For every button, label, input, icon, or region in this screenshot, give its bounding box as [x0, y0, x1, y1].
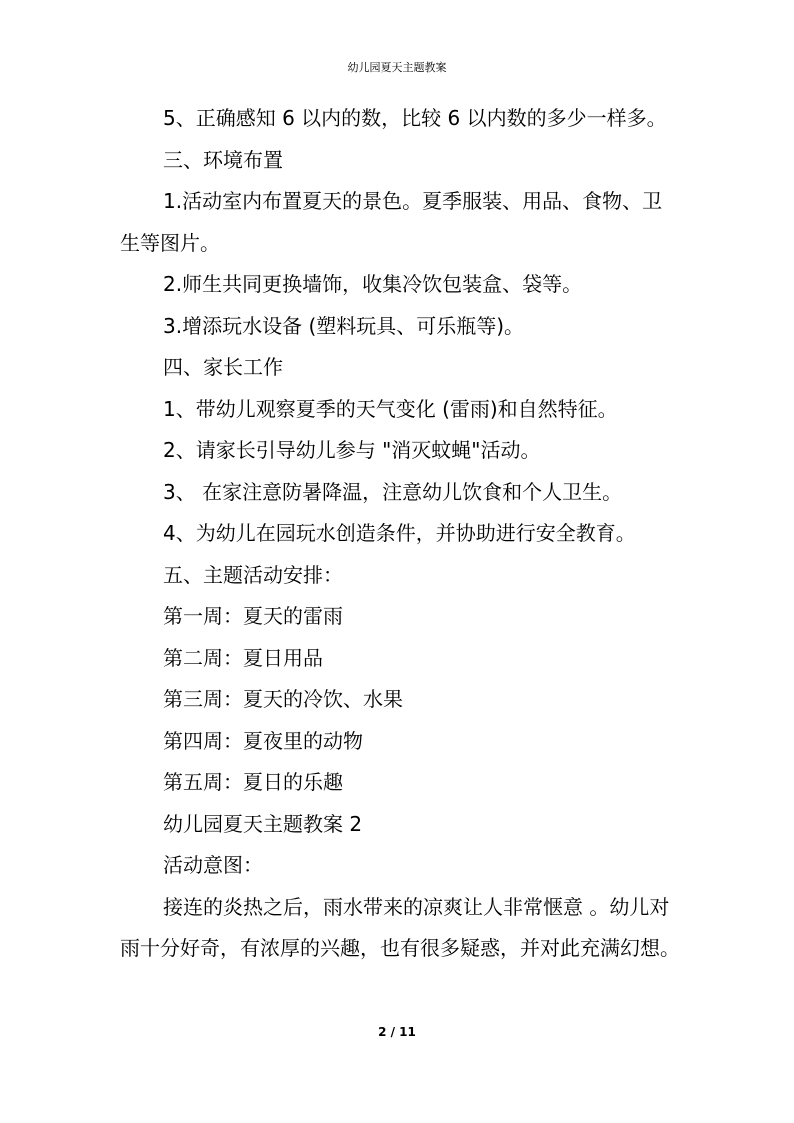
schedule-week-2: 第二周：夏日用品: [163, 645, 323, 670]
section-heading-schedule: 五、主题活动安排：: [163, 562, 343, 587]
schedule-week-1: 第一周：夏天的雷雨: [163, 604, 343, 628]
paragraph-item-5: 5、正确感知 6 以内的数，比较 6 以内数的多少一样多。: [163, 106, 667, 130]
activity-intent-paragraph: 接连的炎热之后，雨水带来的凉爽让人非常惬意 。幼儿对雨十分好奇，有浓厚的兴趣，也有很多疑惑，并对此充满幻想。: [120, 894, 680, 960]
paragraph-environment-2: 2.师生共同更换墙饰，收集冷饮包装盒、袋等。: [163, 272, 583, 296]
paragraph-environment-1: 1.活动室内布置夏天的景色。夏季服装、用品、食物、卫生等图片。: [120, 189, 663, 255]
schedule-week-4: 第四周：夏夜里的动物: [163, 728, 363, 753]
paragraph-environment-3: 3.增添玩水设备 (塑料玩具、可乐瓶等)。: [163, 313, 525, 338]
section-heading-parents: 四、家长工作: [163, 355, 283, 379]
schedule-week-3: 第三周：夏天的冷饮、水果: [163, 687, 403, 711]
page-header: 幼儿园夏天主题教案: [347, 61, 447, 74]
activity-intent-heading: 活动意图：: [163, 853, 263, 877]
paragraph-parents-1: 1、带幼儿观察夏季的天气变化 (雷雨)和自然特征。: [163, 396, 618, 421]
schedule-week-5: 第五周：夏日的乐趣: [163, 770, 343, 794]
paragraph-parents-2: 2、请家长引导幼儿参与 "消灭蚊蝇"活动。: [163, 438, 541, 462]
paragraph-parents-4: 4、为幼儿在园玩水创造条件，并协助进行安全教育。: [163, 521, 636, 545]
page-number: 2 / 11: [378, 1025, 416, 1039]
section-heading-environment: 三、环境布置: [163, 147, 283, 172]
paragraph-parents-3: 3、 在家注意防暑降温，注意幼儿饮食和个人卫生。: [163, 479, 623, 504]
document-body: [120, 98, 680, 970]
lesson-plan-2-title: 幼儿园夏天主题教案 2: [163, 811, 363, 836]
